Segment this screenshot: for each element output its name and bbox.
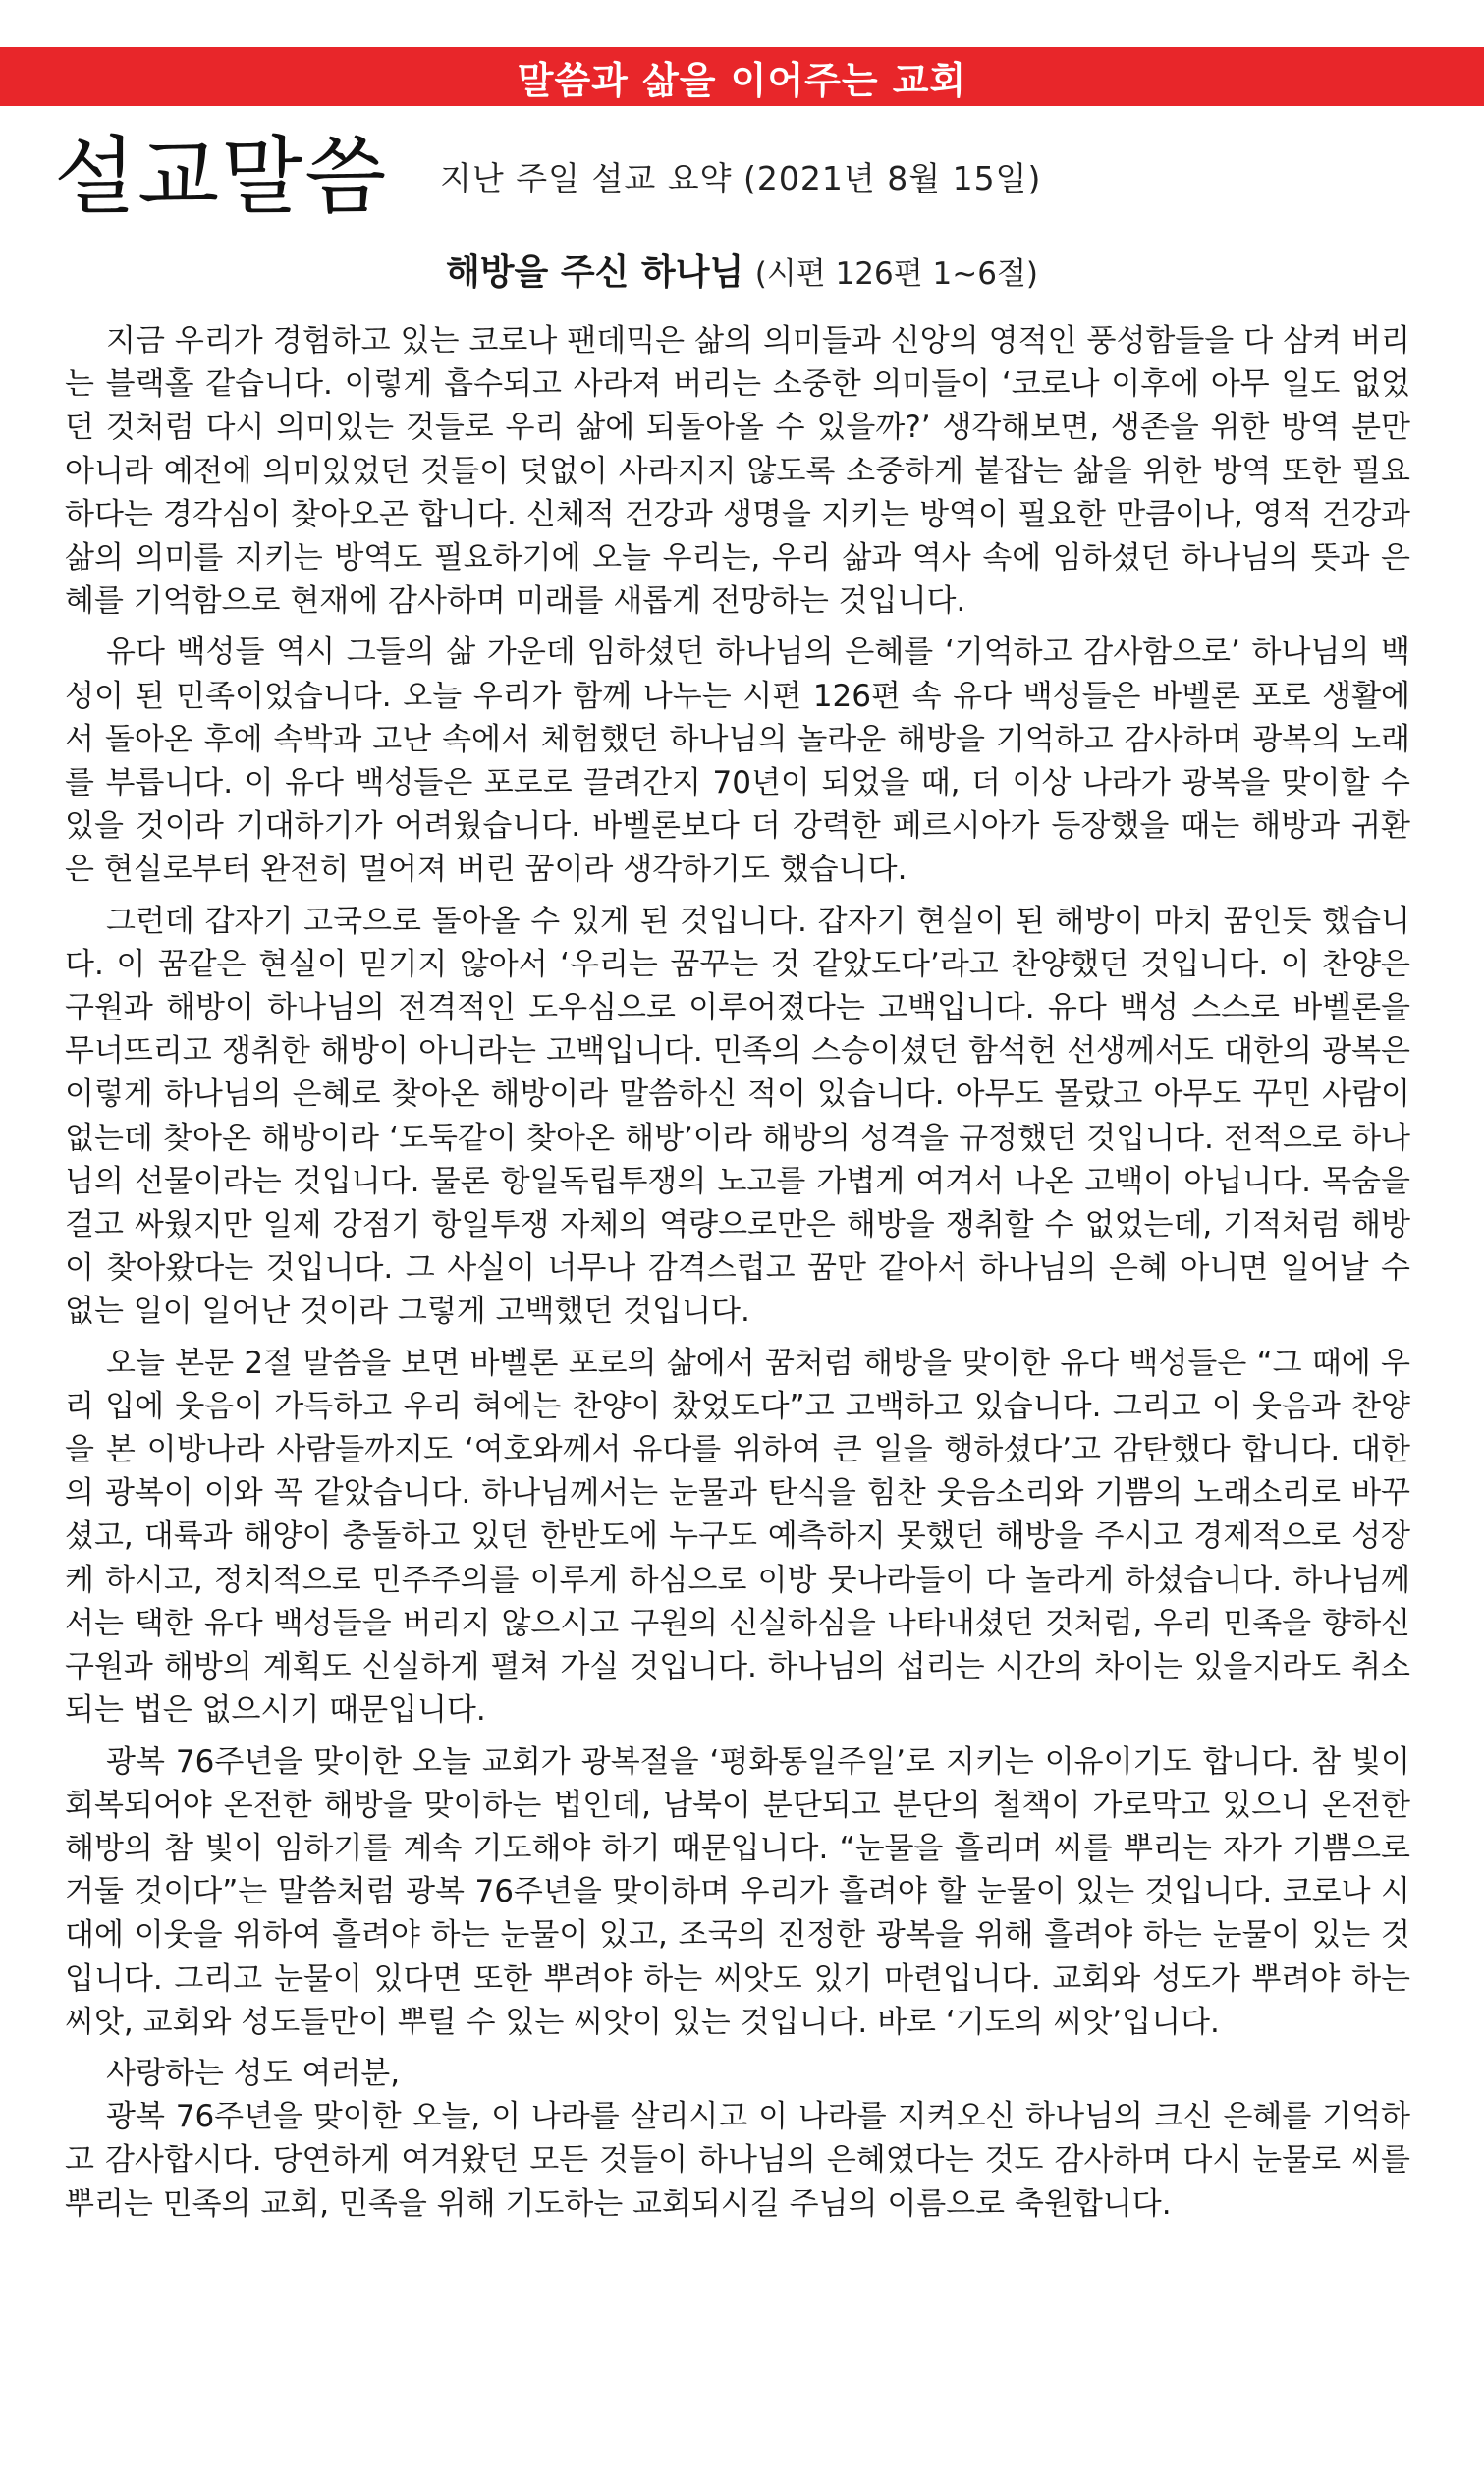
church-banner — [0, 47, 1484, 106]
section-title: 설교말씀 — [54, 128, 389, 226]
sermon-paragraph: 오늘 본문 2절 말씀을 보면 바벨론 포로의 삶에서 꿈처럼 해방을 맞이한 유다 백성들은 “그 때에 우리 입에 웃음이 가득하고 우리 혀에는 찬양이 찼었도다”고 고백하고 있습니다. 그리고 이 웃음과 찬양을 본 이방나라 사람들까지도 ‘여호와께서 유다를 위하여 큰 일을 행하셨다’고 감탄했다 합니다. 대한의 광복이 이와 꼭 같았습니다. 하나님께서는 눈물과 탄식을 힘찬 웃음소리와 기쁨의 노래소리로 바꾸셨고, 대륙과 해양이 충돌하고 있던 한반도에 누구도 예측하지 못했던 해방을 주시고 경제적으로 성장케 하시고, 정치적으로 민주주의를 이루게 하심으로 이방 뭇나라들이 다 놀라게 하셨습니다. 하나님께서는 택한 유다 백성들을 버리지 않으시고 구원의 신실하심을 나타내셨던 것처럼, 우리 민족을 향하신 구원과 해방의 계획도 신실하게 펼쳐 가실 것입니다. 하나님의 섭리는 시간의 차이는 있을지라도 취소되는 법은 없으시기 때문입니다. — [65, 1345, 1410, 1729]
sermon-closing: 광복 76주년을 맞이한 오늘, 이 나라를 살리시고 이 나라를 지켜오신 하나님의 크신 은혜를 기억하고 감사합시다. 당연하게 여겨왔던 모든 것들이 하나님의 은혜였다는 것도 감사하며 다시 눈물로 씨를 뿌리는 민족의 교회, 민족을 위해 기도하는 교회되시길 주님의 이름으로 축원합니다. — [65, 2099, 1410, 2222]
sermon-paragraph: 광복 76주년을 맞이한 오늘 교회가 광복절을 ‘평화통일주일’로 지키는 이유이기도 합니다. 참 빛이 회복되어야 온전한 해방을 맞이하는 법인데, 남북이 분단되고 분단의 철책이 가로막고 있으니 온전한 해방의 참 빛이 임하기를 계속 기도해야 하기 때문입니다. “눈물을 흘리며 씨를 뿌리는 자가 기쁨으로 거둘 것이다”는 말씀처럼 광복 76주년을 맞이하며 우리가 흘려야 할 눈물이 있는 것입니다. 코로나 시대에 이웃을 위하여 흘려야 하는 눈물이 있고, 조국의 진정한 광복을 위해 흘려야 하는 눈물이 있는 것입니다. 그리고 눈물이 있다면 또한 뿌려야 하는 씨앗도 있기 마련입니다. 교회와 성도가 뿌려야 하는 씨앗, 교회와 성도들만이 뿌릴 수 있는 씨앗이 있는 것입니다. 바로 ‘기도의 씨앗’입니다. — [65, 1743, 1410, 2040]
sermon-title: 해방을 주신 하나님 — [445, 252, 744, 293]
sermon-reference: (시편 126편 1~6절) — [754, 256, 1038, 292]
sermon-paragraph: 유다 백성들 역시 그들의 삶 가운데 임하셨던 하나님의 은혜를 ‘기억하고 감사함으로’ 하나님의 백성이 된 민족이었습니다. 오늘 우리가 함께 나누는 시편 126편 속 유다 백성들은 바벨론 포로 생활에서 돌아온 후에 속박과 고난 속에서 체험했던 하나님의 놀라운 해방을 기억하고 감사하며 광복의 노래를 부릅니다. 이 유다 백성들은 포로로 끌려간지 70년이 되었을 때, 더 이상 나라가 광복을 맞이할 수 있을 것이라 기대하기가 어려웠습니다. 바벨론보다 더 강력한 페르시아가 등장했을 때는 해방과 귀환은 현실로부터 완전히 멀어져 버린 꿈이라 생각하기도 했습니다. — [65, 634, 1410, 888]
sermon-body — [65, 319, 1410, 2233]
page-header — [54, 128, 1449, 226]
sermon-heading — [0, 250, 1484, 297]
sermon-greeting: 사랑하는 성도 여러분, — [106, 2055, 401, 2091]
banner-text: 말씀과 삶을 이어주는 교회 — [517, 58, 967, 102]
sermon-paragraph: 그런데 갑자기 고국으로 돌아올 수 있게 된 것입니다. 갑자기 현실이 된 해방이 마치 꿈인듯 했습니다. 이 꿈같은 현실이 믿기지 않아서 ‘우리는 꿈꾸는 것 같았도다’라고 찬양했던 것입니다. 이 찬양은 구원과 해방이 하나님의 전격적인 도우심으로 이루어졌다는 고백입니다. 유다 백성 스스로 바벨론을 무너뜨리고 쟁취한 해방이 아니라는 고백입니다. 민족의 스승이셨던 함석헌 선생께서도 대한의 광복은 이렇게 하나님의 은혜로 찾아온 해방이라 말씀하신 적이 있습니다. 아무도 몰랐고 아무도 꾸민 사람이 없는데 찾아온 해방이라 ‘도둑같이 찾아온 해방’이라 해방의 성격을 규정했던 것입니다. 전적으로 하나님의 선물이라는 것입니다. 물론 항일독립투쟁의 노고를 가볍게 여겨서 나온 고백이 아닙니다. 목숨을 걸고 싸웠지만 일제 강점기 항일투쟁 자체의 역량으로만은 해방을 쟁취할 수 없었는데, 기적처럼 해방이 찾아왔다는 것입니다. 그 사실이 너무나 감격스럽고 꿈만 같아서 하나님의 은혜 아니면 일어날 수 없는 일이 일어난 것이라 그렇게 고백했던 것입니다. — [65, 903, 1410, 1330]
sermon-paragraph: 지금 우리가 경험하고 있는 코로나 팬데믹은 삶의 의미들과 신앙의 영적인 풍성함들을 다 삼켜 버리는 블랙홀 같습니다. 이렇게 흡수되고 사라져 버리는 소중한 의미들이 ‘코로나 이후에 아무 일도 없었던 것처럼 다시 의미있는 것들로 우리 삶에 되돌아올 수 있을까?’ 생각해보면, 생존을 위한 방역 분만 아니라 예전에 의미있었던 것들이 덧없이 사라지지 않도록 소중하게 붙잡는 삶을 위한 방역 또한 필요하다는 경각심이 찾아오곤 합니다. 신체적 건강과 생명을 지키는 방역이 필요한 만큼이나, 영적 건강과 삶의 의미를 지키는 방역도 필요하기에 오늘 우리는, 우리 삶과 역사 속에 임하셨던 하나님의 뜻과 은혜를 기억함으로 현재에 감사하며 미래를 새롭게 전망하는 것입니다. — [65, 323, 1410, 620]
section-subtitle: 지난 주일 설교 요약 (2021년 8월 15일) — [440, 159, 1042, 197]
